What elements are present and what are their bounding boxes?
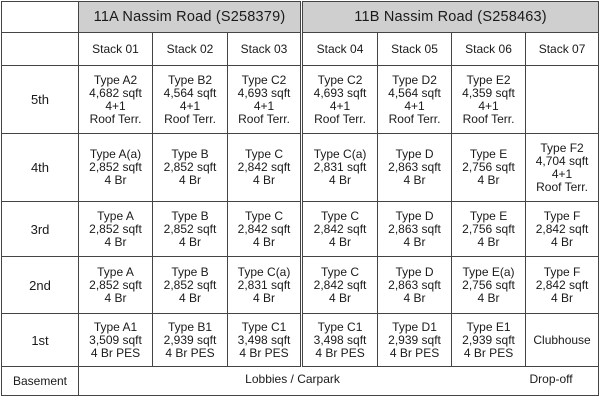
unit-type: Type F2 — [540, 140, 584, 155]
unit-detail: 2,842 sqft — [535, 277, 589, 292]
unit-cell — [79, 66, 153, 134]
unit-detail: 4 Br — [178, 173, 201, 187]
unit-detail: Roof Terr. — [388, 111, 441, 126]
unit-detail: 4 Br — [178, 290, 201, 305]
unit-cell — [228, 66, 302, 134]
unit-detail: 2,842 sqft — [237, 221, 291, 236]
unit-detail: 4 Br — [104, 290, 127, 305]
unit-detail: 3,498 sqft — [237, 332, 291, 347]
unit-detail: 4 Br PES — [239, 345, 289, 360]
unit-detail: 3,509 sqft — [89, 332, 142, 347]
unit-detail: 4 Br PES — [90, 345, 141, 360]
unit-detail: 2,842 sqft — [313, 221, 367, 236]
unit-type: Type A2 — [93, 72, 138, 87]
unit-cell — [228, 134, 302, 202]
unit-cell — [378, 134, 452, 202]
unit-detail: 4 Br — [477, 234, 500, 249]
unit-cell — [378, 202, 452, 257]
unit-cell — [378, 257, 452, 314]
unit-cell — [302, 134, 378, 202]
lobbies-carpark-text: Lobbies / Carpark — [245, 372, 340, 386]
unit-detail: 2,852 sqft — [89, 277, 142, 292]
unit-type: Type D1 — [392, 319, 437, 334]
unit-detail: 4 Br — [403, 234, 426, 249]
unit-cell — [79, 202, 153, 257]
building-a-header: 11A Nassim Road (S258379) — [79, 2, 302, 33]
unit-cell — [302, 66, 378, 134]
unit-detail: 2,756 sqft — [462, 277, 515, 292]
unit-type: Type D — [395, 147, 434, 161]
unit-detail: 4 Br — [403, 173, 426, 187]
unit-detail: 2,852 sqft — [163, 277, 217, 292]
building-b-header: 11B Nassim Road (S258463) — [302, 2, 599, 33]
unit-detail: Roof Terr. — [89, 111, 142, 126]
unit-detail: Roof Terr. — [536, 179, 588, 194]
floor-row — [2, 314, 599, 367]
unit-detail: 2,939 sqft — [388, 332, 441, 347]
unit-detail: Roof Terr. — [462, 111, 515, 126]
unit-detail: 2,842 sqft — [237, 160, 291, 174]
unit-type: Type A — [97, 264, 134, 279]
unit-cell — [79, 134, 153, 202]
unit-detail: 4+1 — [404, 98, 425, 113]
stack-header: Stack 05 — [378, 33, 452, 66]
unit-type: Type F — [543, 264, 581, 279]
unit-detail: 4,704 sqft — [535, 153, 589, 168]
unit-detail: 4,693 sqft — [237, 85, 291, 100]
unit-type: Type A(a) — [89, 147, 142, 161]
unit-detail: 2,842 sqft — [313, 277, 367, 292]
unit-detail: 4 Br — [477, 173, 500, 187]
unit-cell — [153, 134, 228, 202]
floor-row — [2, 257, 599, 314]
unit-type: Type C1 — [317, 319, 363, 334]
unit-type: Type B2 — [167, 72, 213, 87]
unit-detail: 4+1 — [105, 98, 126, 113]
unit-detail: 4 Br PES — [165, 345, 215, 360]
unit-type: Type C(a) — [313, 147, 367, 161]
unit-cell — [302, 257, 378, 314]
unit-type: Type C — [245, 147, 284, 161]
floor-row — [2, 202, 599, 257]
basement-label: Basement — [2, 367, 79, 396]
floor-label: 4th — [2, 134, 79, 202]
floor-label: 1st — [2, 314, 79, 367]
floor-row — [2, 134, 599, 202]
unit-detail: 2,863 sqft — [388, 160, 441, 174]
unit-type: Clubhouse — [533, 332, 591, 347]
unit-detail: 4 Br — [104, 173, 127, 187]
unit-cell — [526, 202, 599, 257]
unit-detail: 2,852 sqft — [89, 221, 142, 236]
unit-detail: 2,842 sqft — [535, 221, 589, 236]
floor-rows — [2, 66, 599, 367]
unit-cell — [452, 134, 526, 202]
unit-cell — [452, 66, 526, 134]
stack-header: Stack 06 — [452, 33, 526, 66]
unit-detail: 2,831 sqft — [237, 277, 291, 292]
dropoff-text: Drop-off — [529, 372, 573, 386]
unit-cell — [153, 66, 228, 134]
unit-type: Type E2 — [466, 72, 511, 87]
floor-label: 3rd — [2, 202, 79, 257]
unit-cell — [526, 257, 599, 314]
unit-type: Type B — [171, 208, 209, 223]
basement-cell — [79, 367, 599, 396]
unit-detail: 2,852 sqft — [163, 160, 217, 174]
stack-header: Stack 02 — [153, 33, 228, 66]
unit-detail: 2,939 sqft — [163, 332, 217, 347]
unit-detail: 2,756 sqft — [462, 160, 515, 174]
unit-detail: 4+1 — [253, 98, 275, 113]
unit-detail: 4 Br PES — [463, 345, 514, 360]
unit-type: Type D — [395, 208, 434, 223]
unit-type: Type A1 — [93, 319, 138, 334]
unit-detail: 2,863 sqft — [388, 277, 441, 292]
stack-header-row — [2, 33, 599, 66]
unit-type: Type F — [543, 208, 581, 223]
building-header-row — [2, 2, 599, 33]
unit-type: Type E1 — [466, 319, 511, 334]
unit-type: Type B — [171, 264, 209, 279]
unit-cell — [153, 257, 228, 314]
unit-detail: 4 Br — [551, 234, 574, 249]
unit-detail: 4 Br — [329, 234, 352, 249]
unit-cell — [526, 134, 599, 202]
unit-cell — [452, 202, 526, 257]
unit-detail: 4 Br — [329, 290, 352, 305]
unit-detail: Roof Terr. — [238, 111, 290, 126]
unit-detail: Roof Terr. — [314, 111, 366, 126]
unit-type: Type E(a) — [462, 264, 515, 279]
unit-type: Type D — [395, 264, 434, 279]
unit-type: Type C2 — [241, 72, 287, 87]
unit-detail: 4,693 sqft — [313, 85, 367, 100]
unit-cell — [378, 314, 452, 367]
unit-detail: 4 Br — [551, 290, 574, 305]
basement-row — [2, 367, 599, 396]
unit-cell — [228, 257, 302, 314]
unit-cell — [79, 314, 153, 367]
unit-detail: 4+1 — [329, 98, 351, 113]
unit-cell — [153, 314, 228, 367]
unit-detail: 4 Br — [329, 173, 352, 187]
unit-type: Type C — [321, 208, 360, 223]
unit-type: Type C — [245, 208, 284, 223]
unit-cell — [526, 314, 599, 367]
unit-type: Type C2 — [317, 72, 363, 87]
floor-label: 5th — [2, 66, 79, 134]
unit-detail: 4 Br — [253, 290, 276, 305]
unit-type: Type C(a) — [237, 264, 291, 279]
unit-cell — [302, 202, 378, 257]
unit-detail: 4 Br PES — [315, 345, 365, 360]
unit-detail: 4+1 — [551, 166, 573, 181]
unit-type: Type E — [469, 147, 508, 161]
stack-header: Stack 04 — [302, 33, 378, 66]
corner-cell — [2, 2, 79, 33]
unit-detail: 2,756 sqft — [462, 221, 515, 236]
stack-header: Stack 07 — [526, 33, 599, 66]
unit-cell — [452, 314, 526, 367]
unit-detail: 2,863 sqft — [388, 221, 441, 236]
unit-detail: 4 Br — [253, 173, 276, 187]
unit-detail: 4 Br — [178, 234, 201, 249]
unit-cell — [378, 66, 452, 134]
unit-detail: 4 Br — [104, 234, 127, 249]
unit-detail: 2,939 sqft — [462, 332, 515, 347]
unit-cell — [228, 314, 302, 367]
unit-detail: 4 Br — [403, 290, 426, 305]
unit-detail: 4+1 — [478, 98, 499, 113]
unit-detail: 4,682 sqft — [89, 85, 142, 100]
unit-detail: Roof Terr. — [164, 111, 216, 126]
unit-type: Type C — [321, 264, 360, 279]
unit-detail: 4+1 — [179, 98, 201, 113]
unit-detail: 3,498 sqft — [313, 332, 367, 347]
floor-label: 2nd — [2, 257, 79, 314]
unit-type: Type B1 — [167, 319, 213, 334]
empty-unit-cell — [526, 66, 599, 134]
unit-detail: 4 Br PES — [389, 345, 440, 360]
unit-detail: 4,359 sqft — [462, 85, 515, 100]
unit-detail: 4 Br — [253, 234, 276, 249]
unit-type: Type A — [97, 208, 134, 223]
unit-detail: 2,831 sqft — [313, 160, 367, 174]
unit-detail: 2,852 sqft — [163, 221, 217, 236]
unit-cell — [452, 257, 526, 314]
unit-detail: 4,564 sqft — [163, 85, 217, 100]
stacking-plan-table — [1, 1, 599, 396]
stack-header: Stack 01 — [79, 33, 153, 66]
unit-type: Type D2 — [392, 72, 437, 87]
unit-type: Type E — [469, 208, 508, 223]
floor-row — [2, 66, 599, 134]
unit-cell — [302, 314, 378, 367]
unit-type: Type B — [171, 147, 209, 161]
stack-header: Stack 03 — [228, 33, 302, 66]
unit-cell — [79, 257, 153, 314]
unit-detail: 2,852 sqft — [89, 160, 142, 174]
floor-column-header — [2, 33, 79, 66]
unit-detail: 4,564 sqft — [388, 85, 441, 100]
unit-type: Type C1 — [241, 319, 287, 334]
unit-detail: 4 Br — [477, 290, 500, 305]
unit-cell — [228, 202, 302, 257]
unit-cell — [153, 202, 228, 257]
